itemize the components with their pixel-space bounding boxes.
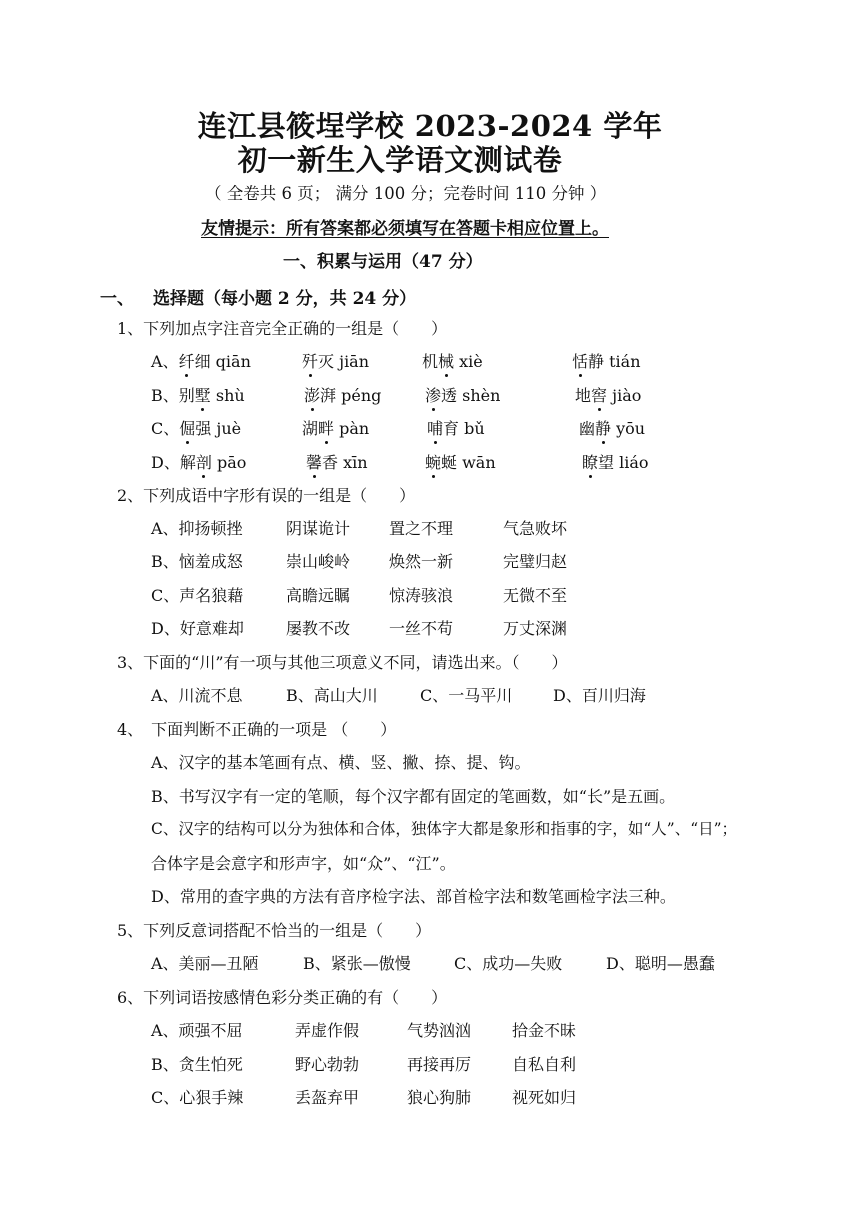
q3-option-c: C、一马平川 xyxy=(420,686,513,705)
q1-stem: 1、下列加点字注音完全正确的一组是（ ） xyxy=(117,319,448,338)
q1-option-b-4: 地窖 jiào xyxy=(575,383,641,406)
q2-row-b-1: B、恼羞成怒 xyxy=(151,552,243,571)
q1-option-c-3: 哺育 bǔ xyxy=(427,416,485,439)
section-title: 一、积累与运用（47 分） xyxy=(283,252,483,272)
q1-option-b-3: 渗透 shèn xyxy=(425,383,500,406)
q1-option-c-2: 湖畔 pàn xyxy=(302,416,369,439)
q6-row-a-3: 气势汹汹 xyxy=(407,1021,472,1040)
q1-option-a-2: 歼灭 jiān xyxy=(302,349,369,372)
q6-row-c-3: 狼心狗肺 xyxy=(407,1088,472,1107)
q2-row-a-4: 气急败坏 xyxy=(503,519,568,538)
q4-option-c-line2: 合体字是会意字和形声字，如“众”、“江”。 xyxy=(151,854,456,873)
q6-row-c-1: C、心狠手辣 xyxy=(151,1088,244,1107)
q3-option-a: A、川流不息 xyxy=(151,686,243,705)
q5-option-d: D、聪明—愚蠢 xyxy=(606,954,715,973)
part-title: 选择题（每小题 2 分，共 24 分） xyxy=(153,289,417,309)
q6-row-b-3: 再接再厉 xyxy=(407,1055,472,1074)
q6-row-b-2: 野心勃勃 xyxy=(295,1055,360,1074)
q6-row-b-4: 自私自利 xyxy=(512,1055,577,1074)
q2-row-d-2: 屡教不改 xyxy=(286,619,351,638)
friendly-tip: 友情提示：所有答案都必须填写在答题卡相应位置上。 xyxy=(201,219,609,239)
q4-stem: 4、 下面判断不正确的一项是 （ ） xyxy=(117,720,397,739)
q5-stem: 5、下列反意词搭配不恰当的一组是（ ） xyxy=(117,921,432,940)
q1-option-c: C、倔强 juè xyxy=(151,416,241,439)
q6-row-a-1: A、顽强不屈 xyxy=(151,1021,243,1040)
q1-option-b-2: 澎湃 péng xyxy=(304,383,381,406)
q1-option-d-2: 馨香 xīn xyxy=(306,450,368,473)
q1-option-d-4: 瞭望 liáo xyxy=(582,450,649,473)
exam-title-line1: 连江县筱埕学校 2023-2024 学年 xyxy=(197,109,663,143)
q2-row-b-4: 完璧归赵 xyxy=(503,552,568,571)
q2-row-d-1: D、好意难却 xyxy=(151,619,244,638)
q2-row-a-1: A、抑扬顿挫 xyxy=(151,519,243,538)
exam-title-line2: 初一新生入学语文测试卷 xyxy=(237,143,563,177)
q2-row-d-3: 一丝不苟 xyxy=(389,619,454,638)
q6-stem: 6、下列词语按感情色彩分类正确的有（ ） xyxy=(117,988,448,1007)
q2-row-a-3: 置之不理 xyxy=(389,519,454,538)
exam-info: （ 全卷共 6 页； 满分 100 分；完卷时间 110 分钟 ） xyxy=(205,184,607,203)
q5-option-a: A、美丽—丑陋 xyxy=(151,954,259,973)
q5-option-b: B、紧张—傲慢 xyxy=(303,954,411,973)
q2-row-c-3: 惊涛骇浪 xyxy=(389,586,454,605)
q1-option-b: B、别墅 shù xyxy=(151,383,245,406)
q4-option-c-line1: C、汉字的结构可以分为独体和合体，独体字大都是象形和指事的字，如“人”、“日”； xyxy=(151,820,738,838)
q1-option-a: A、纤细 qiān xyxy=(151,349,251,372)
q2-row-d-4: 万丈深渊 xyxy=(503,619,568,638)
q6-row-a-2: 弄虚作假 xyxy=(295,1021,360,1040)
q2-row-c-2: 高瞻远瞩 xyxy=(286,586,351,605)
q5-option-c: C、成功—失败 xyxy=(454,954,563,973)
q2-stem: 2、下列成语中字形有误的一组是（ ） xyxy=(117,486,416,505)
q1-option-a-4: 恬静 tián xyxy=(572,349,641,372)
q1-option-d: D、解剖 pāo xyxy=(151,450,246,473)
q4-option-a: A、汉字的基本笔画有点、横、竖、撇、捺、提、钩。 xyxy=(151,753,531,772)
part-number: 一、 xyxy=(100,289,134,309)
q1-option-d-3: 蜿蜒 wān xyxy=(425,450,496,473)
q2-row-c-1: C、声名狼藉 xyxy=(151,586,244,605)
q3-stem: 3、下面的“川”有一项与其他三项意义不同，请选出来。（ ） xyxy=(117,653,568,672)
q2-row-b-3: 焕然一新 xyxy=(389,552,454,571)
q2-row-c-4: 无微不至 xyxy=(503,586,568,605)
q2-row-b-2: 崇山峻岭 xyxy=(286,552,351,571)
q2-row-a-2: 阴谋诡计 xyxy=(286,519,351,538)
q1-option-a-3: 机械 xiè xyxy=(422,349,483,372)
q6-row-b-1: B、贪生怕死 xyxy=(151,1055,243,1074)
q1-option-c-4: 幽静 yōu xyxy=(579,416,645,439)
q3-option-b: B、高山大川 xyxy=(286,686,378,705)
q6-row-a-4: 拾金不昧 xyxy=(512,1021,577,1040)
q6-row-c-2: 丢盔弃甲 xyxy=(295,1088,360,1107)
q4-option-d: D、常用的查字典的方法有音序检字法、部首检字法和数笔画检字法三种。 xyxy=(151,887,676,906)
q3-option-d: D、百川归海 xyxy=(553,686,646,705)
q4-option-b: B、书写汉字有一定的笔顺，每个汉字都有固定的笔画数，如“长”是五画。 xyxy=(151,787,676,806)
q6-row-c-4: 视死如归 xyxy=(512,1088,577,1107)
